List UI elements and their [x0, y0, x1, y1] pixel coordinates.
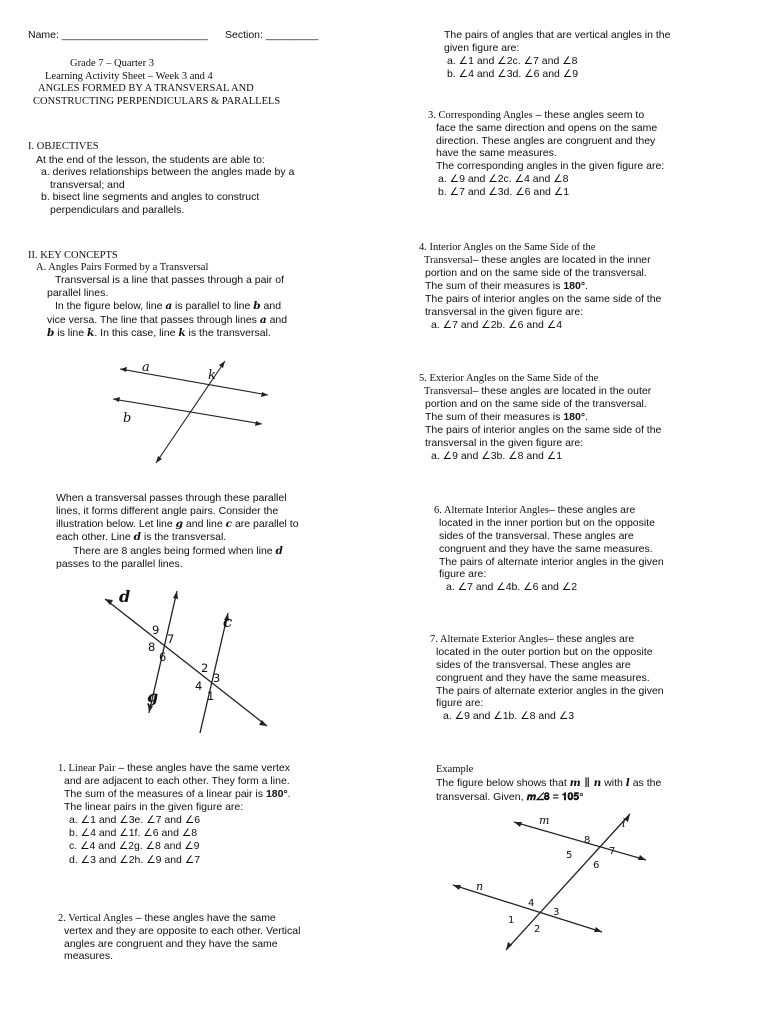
linear-pair-title: 1. Linear Pair	[58, 763, 116, 774]
corresponding-item1: a. ∠9 and ∠2c. ∠4 and ∠8	[438, 173, 569, 185]
interior-line5: transversal in the given figure are:	[425, 306, 584, 318]
linear-pair-line3: The sum of the measures of a linear pair is 180°.	[64, 788, 291, 800]
linear-pair-item1: a. ∠1 and ∠3e. ∠7 and ∠6	[69, 814, 201, 826]
alt-interior-line1: 6. Alternate Interior Angles– these angles are	[434, 504, 636, 516]
alt-interior-title: 6. Alternate Interior Angles	[434, 505, 549, 516]
fig2-angle-8: 8	[148, 640, 156, 654]
fig2-label-d: d	[119, 587, 131, 606]
exterior-line3: The sum of their measures is 180°.	[425, 411, 588, 423]
fig3-angle-1: 1	[508, 915, 515, 926]
linear-pair-line1: 1. Linear Pair – these angles have the same vertex	[58, 762, 290, 774]
vertical-line3: angles are congruent and they have the same	[64, 938, 278, 950]
fig2-angle-4: 4	[195, 679, 203, 693]
vertical-line1: 2. Vertical Angles – these angles have the same	[58, 912, 276, 924]
corresponding-line4: have the same measures.	[436, 147, 557, 159]
intro-line2: lines, it forms different angle pairs. Consider the	[56, 505, 279, 517]
interior-item1: a. ∠7 and ∠2b. ∠6 and ∠4	[431, 319, 563, 331]
corresponding-item2: b. ∠7 and ∠3d. ∠6 and ∠1	[438, 186, 570, 198]
exterior-title-line1: 5. Exterior Angles on the Same Side of the	[419, 373, 599, 384]
interior-title-line1: 4. Interior Angles on the Same Side of the	[419, 242, 596, 253]
example-line2: transversal. Given, 𝒎∠𝟖 = 𝟏𝟎𝟓°	[436, 791, 584, 803]
alt-exterior-line5: The pairs of alternate exterior angles in the given	[436, 685, 664, 697]
fig3-label-n: n	[476, 880, 484, 893]
alt-exterior-item1: a. ∠9 and ∠1b. ∠8 and ∠3	[443, 710, 575, 722]
fig3-label-l: l	[622, 817, 626, 830]
alt-interior-item1: a. ∠7 and ∠4b. ∠6 and ∠2	[446, 581, 578, 593]
las-line: Learning Activity Sheet – Week 3 and 4	[45, 71, 213, 82]
intro-line3: illustration below. Let line 𝒈 and line 𝒄 are parallel to	[56, 518, 299, 530]
interior-line2: portion and on the same side of the transversal.	[425, 267, 647, 279]
exterior-line2: portion and on the same side of the transversal.	[425, 398, 647, 410]
figure1-desc-line2: vice versa. The line that passes through lines 𝒂 and	[47, 314, 288, 326]
objectives-intro: At the end of the lesson, the students are able to:	[36, 154, 265, 166]
fig3-label-m: m	[539, 814, 550, 827]
linear-pair-item3: c. ∠4 and ∠2g. ∠8 and ∠9	[69, 840, 200, 852]
objectives-heading: I. OBJECTIVES	[28, 141, 99, 152]
corresponding-title: 3. Corresponding Angles	[428, 110, 533, 121]
vertical-pairs-item1: a. ∠1 and ∠2c. ∠7 and ∠8	[447, 55, 578, 67]
intro-line6: passes to the parallel lines.	[56, 558, 183, 570]
vertical-pairs-item2: b. ∠4 and ∠3d. ∠6 and ∠9	[447, 68, 579, 80]
fig3-angle-3: 3	[553, 907, 560, 918]
intro-line4: each other. Line 𝒅 is the transversal.	[56, 531, 227, 543]
linear-pair-item2: b. ∠4 and ∠1f. ∠6 and ∠8	[69, 827, 198, 839]
exterior-line4: The pairs of interior angles on the same side of the	[425, 424, 662, 436]
vertical-line4: measures.	[64, 950, 114, 962]
example-title: Example	[436, 764, 474, 775]
interior-line4: The pairs of interior angles on the same side of the	[425, 293, 662, 305]
corresponding-line5: The corresponding angles in the given figure are:	[436, 160, 665, 172]
corresponding-line3: direction. These angles are congruent and they	[436, 135, 656, 147]
vertical-pairs-line1: The pairs of angles that are vertical angles in the	[444, 29, 671, 41]
fig2-angle-7: 7	[167, 632, 175, 646]
linear-pair-line2: and are adjacent to each other. They form a line.	[64, 775, 290, 787]
vertical-title: 2. Vertical Angles	[58, 913, 133, 924]
figure2-angle-diagram	[95, 583, 275, 733]
alt-interior-line4: congruent and they have the same measures.	[439, 543, 653, 555]
grade-line: Grade 7 – Quarter 3	[70, 58, 154, 69]
fig3-angle-2: 2	[534, 924, 541, 935]
section-field-label: Section: _________	[225, 29, 319, 41]
fig3-angle-5: 5	[566, 850, 573, 861]
fig2-angle-3: 3	[213, 671, 221, 685]
interior-line1: Transversal– these angles are located in the inner	[424, 254, 651, 266]
fig1-label-b: b	[123, 411, 132, 426]
corresponding-line2: face the same direction and opens on the same	[436, 122, 658, 134]
exterior-line5: transversal in the given figure are:	[425, 437, 584, 449]
intro-line5: There are 8 angles being formed when line 𝒅	[73, 545, 283, 557]
page-title-line1: ANGLES FORMED BY A TRANSVERSAL AND	[38, 83, 254, 94]
fig3-angle-8: 8	[584, 835, 591, 846]
fig3-angle-4: 4	[528, 898, 535, 909]
fig3-angle-7: 7	[609, 846, 616, 857]
objective-a-line1: a. derives relationships between the angles made by a	[41, 166, 295, 178]
figure1-desc-line3: 𝒃 is line 𝒌. In this case, line 𝒌 is the transversal.	[47, 327, 271, 339]
fig2-label-g: g	[147, 687, 159, 706]
figure3-example-diagram	[450, 810, 650, 960]
angle-pairs-subheading: A. Angles Pairs Formed by a Transversal	[36, 262, 209, 273]
alt-exterior-line4: congruent and they have the same measures.	[436, 672, 650, 684]
intro-line1: When a transversal passes through these parallel	[56, 492, 287, 504]
objective-b-line2: perpendiculars and parallels.	[50, 204, 185, 216]
exterior-item1: a. ∠9 and ∠3b. ∠8 and ∠1	[431, 450, 563, 462]
figure1-desc-line1: In the figure below, line 𝒂 is parallel to line 𝒃 and	[55, 300, 282, 312]
vertical-line2: vertex and they are opposite to each other. Vertical	[64, 925, 301, 937]
exterior-title-line2: Transversal	[424, 386, 473, 397]
page-title-line2: CONSTRUCTING PERPENDICULARS & PARALLELS	[33, 96, 281, 107]
fig2-angle-9: 9	[152, 623, 160, 637]
vertical-pairs-line2: given figure are:	[444, 42, 520, 54]
fig2-angle-6: 6	[159, 650, 167, 664]
alt-exterior-line1: 7. Alternate Exterior Angles– these angles are	[430, 633, 635, 645]
alt-exterior-line3: sides of the transversal. These angles are	[436, 659, 631, 671]
alt-exterior-line2: located in the outer portion but on the opposite	[436, 646, 653, 658]
alt-interior-line6: figure are:	[439, 568, 487, 580]
linear-pair-line4: The linear pairs in the given figure are:	[64, 801, 244, 813]
alt-exterior-line6: figure are:	[436, 697, 484, 709]
alt-interior-line2: located in the inner portion but on the opposite	[439, 517, 655, 529]
figure1-transversal-diagram	[100, 355, 280, 470]
linear-pair-item4: d. ∠3 and ∠2h. ∠9 and ∠7	[69, 854, 201, 866]
transversal-def-line2: parallel lines.	[47, 287, 109, 299]
corresponding-line1: 3. Corresponding Angles – these angles seem to	[428, 109, 645, 121]
fig1-label-k: k	[208, 368, 216, 383]
objective-b-line1: b. bisect line segments and angles to construct	[41, 191, 260, 203]
interior-line3: The sum of their measures is 180°.	[425, 280, 588, 292]
transversal-def-line1: Transversal is a line that passes through a pair of	[55, 274, 284, 286]
fig2-angle-1: 1	[207, 689, 215, 703]
name-field-label: Name: _________________________	[28, 29, 208, 41]
fig3-angle-6: 6	[593, 860, 600, 871]
example-line1: The figure below shows that 𝒎 ∥ 𝒏 with 𝒍 as the	[436, 777, 662, 789]
fig2-angle-2: 2	[201, 661, 209, 675]
interior-title-line2: Transversal	[424, 255, 473, 266]
exterior-line1: Transversal– these angles are located in the outer	[424, 385, 652, 397]
alt-interior-line5: The pairs of alternate interior angles in the given	[439, 556, 664, 568]
alt-interior-line3: sides of the transversal. These angles are	[439, 530, 634, 542]
alt-exterior-title: 7. Alternate Exterior Angles	[430, 634, 548, 645]
fig2-label-c: c	[223, 613, 233, 631]
key-concepts-heading: II. KEY CONCEPTS	[28, 250, 118, 261]
objective-a-line2: transversal; and	[50, 179, 125, 191]
fig1-label-a: a	[142, 360, 150, 375]
